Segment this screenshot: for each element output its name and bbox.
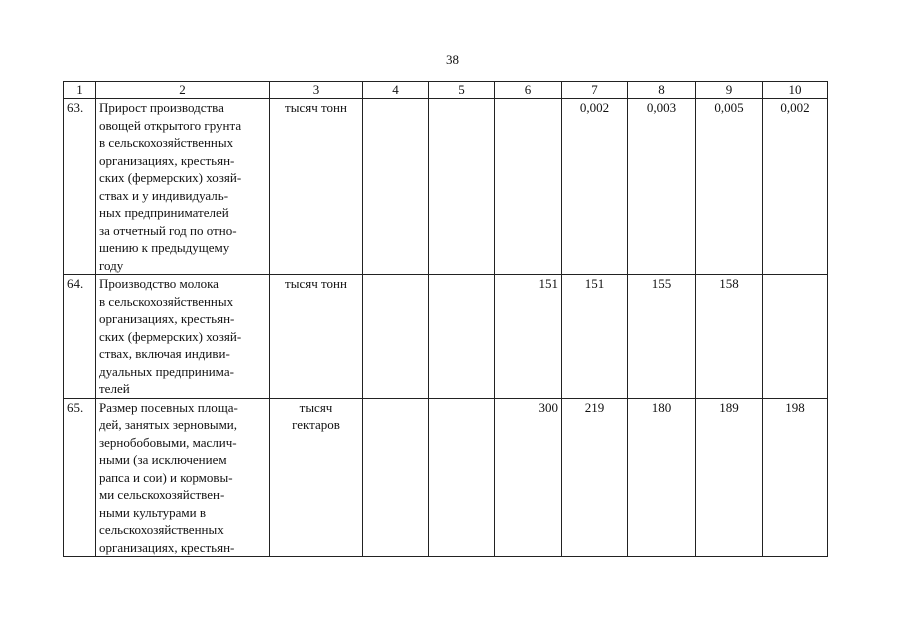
indicator-name-line: ными культурами в xyxy=(99,504,206,520)
table-row xyxy=(64,398,828,557)
indicator-name-line: ными (за исключением xyxy=(99,452,227,467)
value-cell-col-5 xyxy=(429,275,495,399)
indicator-name xyxy=(96,275,270,399)
indicator-name-line: телей xyxy=(99,381,130,396)
value-cell-col-4 xyxy=(363,398,429,557)
value-cell-col-10: 0,002 xyxy=(763,99,828,275)
indicator-name-line: дуальных предпринима- xyxy=(99,363,234,379)
indicator-name-line: году xyxy=(99,257,124,273)
value-cell-col-7: 151 xyxy=(562,275,628,399)
value-cell-col-10: 198 xyxy=(763,398,828,557)
column-header-8: 8 xyxy=(628,82,696,99)
indicator-name-line: Производство молока xyxy=(99,276,219,291)
column-header-6: 6 xyxy=(495,82,562,99)
column-header-2: 2 xyxy=(96,82,270,99)
indicator-name-line: Размер посевных площа- xyxy=(99,399,238,415)
indicator-name-line: сельскохозяйственных xyxy=(99,522,224,537)
unit-line: тысяч тонн xyxy=(285,100,347,115)
value-cell-col-6: 151 xyxy=(495,275,562,399)
indicator-name-line: ми сельскохозяйствен- xyxy=(99,487,225,502)
indicator-name-line: в сельскохозяйственных xyxy=(99,135,234,150)
table-header-row xyxy=(64,82,828,99)
indicator-name-line: организациях, крестьян- xyxy=(99,311,235,326)
row-number: 64. xyxy=(64,275,96,399)
value-cell-col-7: 219 xyxy=(562,398,628,557)
indicator-name-line: в сельскохозяйственных xyxy=(99,293,234,309)
indicator-name-line: рапса и сои) и кормовы- xyxy=(99,469,233,485)
page-number: 38 xyxy=(446,52,459,67)
value-cell-col-6 xyxy=(495,99,562,275)
value-cell-col-7: 0,002 xyxy=(562,99,628,275)
indicator-name-line: ствах и у индивидуаль- xyxy=(99,187,229,203)
value-cell-col-6: 300 xyxy=(495,398,562,557)
indicator-name-line: ных предпринимателей xyxy=(99,205,229,220)
value-cell-col-8: 155 xyxy=(628,275,696,399)
table-row xyxy=(64,99,828,275)
indicator-name-line: ских (фермерских) хозяй- xyxy=(99,170,242,185)
indicator-name-line: зернобобовыми, маслич- xyxy=(99,434,237,450)
row-number: 63. xyxy=(64,99,96,275)
indicator-name-line: ских (фермерских) хозяй- xyxy=(99,328,242,344)
value-cell-col-10 xyxy=(763,275,828,399)
column-header-1: 1 xyxy=(64,82,96,99)
value-cell-col-4 xyxy=(363,275,429,399)
indicator-name-line: организациях, крестьян- xyxy=(99,539,235,555)
value-cell-col-5 xyxy=(429,99,495,275)
unit-line: тысяч тонн xyxy=(285,276,347,291)
indicator-name-line: за отчетный год по отно- xyxy=(99,222,237,238)
data-table xyxy=(63,81,828,557)
unit-cell xyxy=(270,99,363,275)
value-cell-col-4 xyxy=(363,99,429,275)
row-number: 65. xyxy=(64,398,96,557)
indicator-name-line: шению к предыдущему xyxy=(99,240,230,255)
unit-line: тысяч xyxy=(299,399,333,415)
indicator-name xyxy=(96,99,270,275)
column-header-10: 10 xyxy=(763,82,828,99)
indicator-name-line: организациях, крестьян- xyxy=(99,152,235,168)
value-cell-col-8: 0,003 xyxy=(628,99,696,275)
value-cell-col-8: 180 xyxy=(628,398,696,557)
column-header-3: 3 xyxy=(270,82,363,99)
indicator-name xyxy=(96,398,270,557)
indicator-name-line: ствах, включая индиви- xyxy=(99,346,230,361)
indicator-name-line: дей, занятых зерновыми, xyxy=(99,417,238,432)
column-header-5: 5 xyxy=(429,82,495,99)
value-cell-col-9: 0,005 xyxy=(696,99,763,275)
value-cell-col-9: 189 xyxy=(696,398,763,557)
column-header-9: 9 xyxy=(696,82,763,99)
table-row xyxy=(64,275,828,399)
column-header-7: 7 xyxy=(562,82,628,99)
indicator-name-line: овощей открытого грунта xyxy=(99,117,242,133)
unit-cell xyxy=(270,275,363,399)
column-header-4: 4 xyxy=(363,82,429,99)
value-cell-col-9: 158 xyxy=(696,275,763,399)
value-cell-col-5 xyxy=(429,398,495,557)
indicator-name-line: Прирост производства xyxy=(99,100,224,115)
unit-cell xyxy=(270,398,363,557)
unit-line: гектаров xyxy=(292,417,340,432)
